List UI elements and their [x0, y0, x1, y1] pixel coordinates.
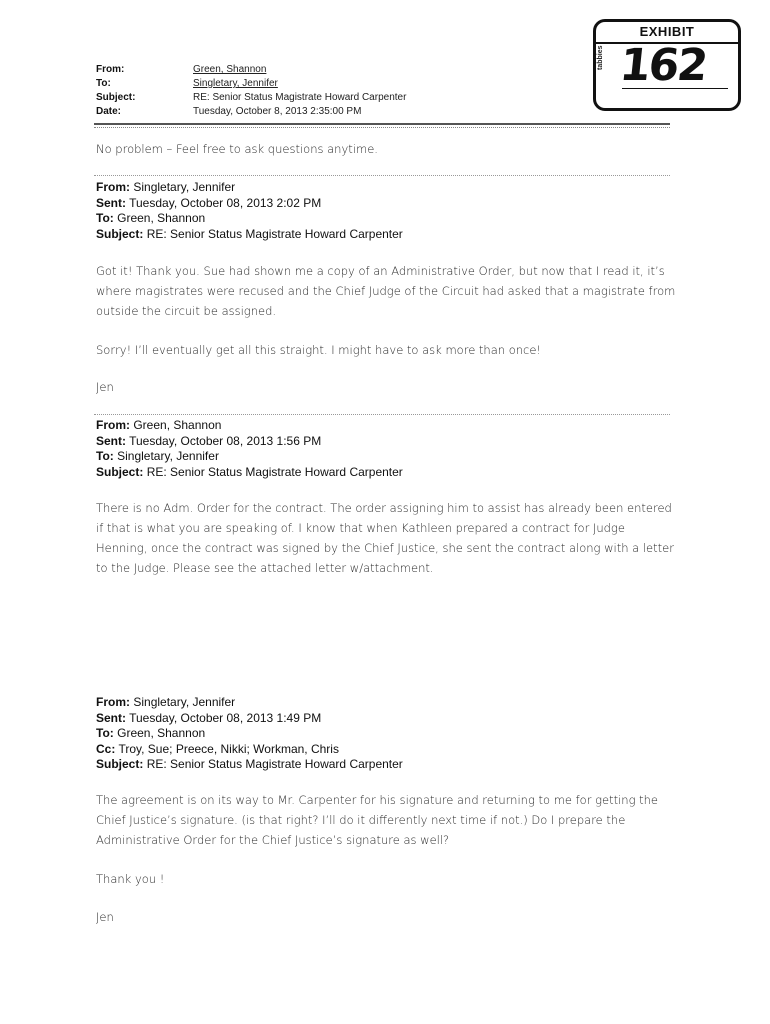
message-4-subject-value: RE: Senior Status Magistrate Howard Carpenter	[146, 757, 403, 771]
exhibit-sticker	[593, 19, 741, 111]
message-3-to-label: To:	[96, 449, 114, 463]
message-4-to-value: Green, Shannon	[117, 726, 206, 740]
message-2-paragraph-2: Sorry! I’ll eventually get all this straight. I might have to ask more than once!	[96, 343, 542, 357]
message-4-line: The agreement is on its way to Mr. Carpenter for his signature and returning to me for getting the	[96, 793, 659, 807]
message-3-sent-value: Tuesday, October 08, 2013 1:56 PM	[129, 433, 322, 448]
message-3-sent-label: Sent:	[96, 433, 126, 448]
message-4-line: Administrative Order for the Chief Justice’s signature as well?	[96, 833, 450, 847]
message-2-subject-value: RE: Senior Status Magistrate Howard Carpenter	[146, 226, 403, 241]
message-3-line: Henning, once the contract was signed by the Chief Justice, she sent the contract along with a letter	[96, 541, 674, 555]
subject-label: Subject:	[96, 92, 136, 103]
message-2-header	[96, 180, 403, 242]
message-2-from-value: Singletary, Jennifer	[133, 180, 236, 194]
message-2-signoff: Jen	[96, 380, 114, 394]
subject-value: RE: Senior Status Magistrate Howard Carpenter	[193, 92, 407, 103]
to-label: To:	[96, 78, 111, 89]
message-2-line: where magistrates were recused and the Chief Judge of the Circuit had asked that a magistrate from	[96, 284, 676, 298]
message-4-thanks: Thank you !	[96, 872, 165, 886]
message-4-to-label: To:	[96, 726, 114, 740]
message-3-from-label: From:	[96, 418, 130, 432]
message-2-to-value: Green, Shannon	[117, 211, 206, 225]
message-1-body: No problem – Feel free to ask questions anytime.	[96, 142, 378, 156]
message-4-line: Chief Justice’s signature. (is that right? I’ll do it differently next time if not.) Do I prepare the	[96, 813, 626, 827]
message-4-cc-value: Troy, Sue; Preece, Nikki; Workman, Chris	[118, 741, 339, 756]
message-2-sent-value: Tuesday, October 08, 2013 2:02 PM	[129, 195, 322, 210]
exhibit-title: EXHIBIT	[639, 24, 695, 39]
message-4-from-value: Singletary, Jennifer	[133, 695, 236, 709]
message-3-line: if that is what you are speaking of. I know that when Kathleen prepared a contract for Judge	[96, 521, 625, 535]
exhibit-brand: tabbies	[597, 45, 604, 70]
exhibit-number: 162	[617, 40, 709, 91]
message-4-sent-value: Tuesday, October 08, 2013 1:49 PM	[129, 710, 322, 725]
message-4-paragraph	[96, 790, 676, 850]
message-3-from-value: Green, Shannon	[133, 418, 222, 432]
header-divider-dotted	[94, 127, 670, 128]
message-2-line: outside the circuit be assigned.	[96, 304, 277, 318]
message-4-signoff: Jen	[96, 910, 114, 924]
message-4-subject-label: Subject:	[96, 757, 144, 771]
message-2-paragraph-1	[96, 261, 676, 321]
from-label: From:	[96, 64, 125, 75]
date-label: Date:	[96, 106, 122, 117]
from-value: Green, Shannon	[193, 64, 267, 75]
to-value: Singletary, Jennifer	[193, 78, 278, 89]
message-3-subject-label: Subject:	[96, 464, 144, 479]
message-3-line: to the Judge. Please see the attached letter w/attachment.	[96, 561, 434, 575]
message-2-sent-label: Sent:	[96, 195, 126, 210]
message-3-header	[96, 418, 403, 480]
message-3-subject-value: RE: Senior Status Magistrate Howard Carpenter	[146, 464, 403, 479]
message-3-paragraph	[96, 498, 676, 578]
message-2-from-label: From:	[96, 180, 130, 194]
message-2-line: Got it! Thank you. Sue had shown me a copy of an Administrative Order, but now that I read it, it’s	[96, 264, 665, 278]
message-3-to-value: Singletary, Jennifer	[117, 449, 219, 463]
header-divider	[94, 123, 670, 125]
message-separator-2	[94, 414, 670, 415]
message-3-line: There is no Adm. Order for the contract. The order assigning him to assist has already been entered	[96, 501, 672, 515]
message-4-sent-label: Sent:	[96, 710, 126, 725]
message-4-header	[96, 695, 403, 773]
message-2-subject-label: Subject:	[96, 226, 144, 241]
date-value: Tuesday, October 8, 2013 2:35:00 PM	[193, 106, 362, 117]
message-separator-1	[94, 175, 670, 176]
message-4-cc-label: Cc:	[96, 741, 116, 756]
message-2-to-label: To:	[96, 211, 114, 225]
message-4-from-label: From:	[96, 695, 130, 709]
exhibit-number-underline	[622, 88, 728, 89]
